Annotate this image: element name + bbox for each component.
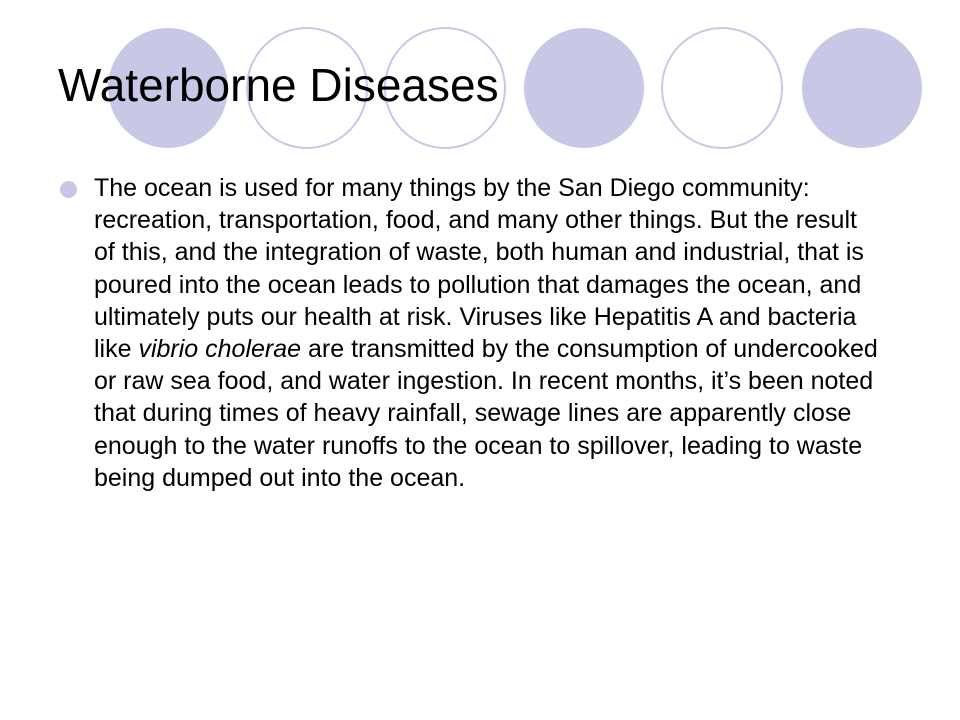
decorative-circle-outline — [662, 28, 782, 148]
bullet-icon — [60, 181, 77, 198]
decorative-circle-filled — [524, 28, 644, 148]
decorative-circle-filled — [802, 28, 922, 148]
bullet-text-part: The ocean is used for many things by the San Diego community: recreation, transportation, food, and many other things. But the result of this, and the integration of waste, both human and industrial, that is poured into the ocean leads to pollution that damages the ocean, and ultimately puts our health at risk. Viruses like Hepatitis A and bacteria like — [94, 174, 864, 364]
bullet-item — [60, 172, 880, 494]
bullet-text — [94, 174, 878, 492]
bullet-text-part: are transmitted by the consumption of undercooked or raw sea food, and water ingestion. In recent months, it’s been noted that during times of heavy rainfall, sewage lines are apparently close enough to the water runoffs to the ocean to spillover, leading to waste being dumped out into the ocean. — [94, 335, 878, 492]
bullet-text-italic: vibrio cholerae — [138, 335, 302, 364]
slide-title: Waterborne Diseases — [58, 59, 499, 111]
bullet-list — [60, 172, 880, 494]
